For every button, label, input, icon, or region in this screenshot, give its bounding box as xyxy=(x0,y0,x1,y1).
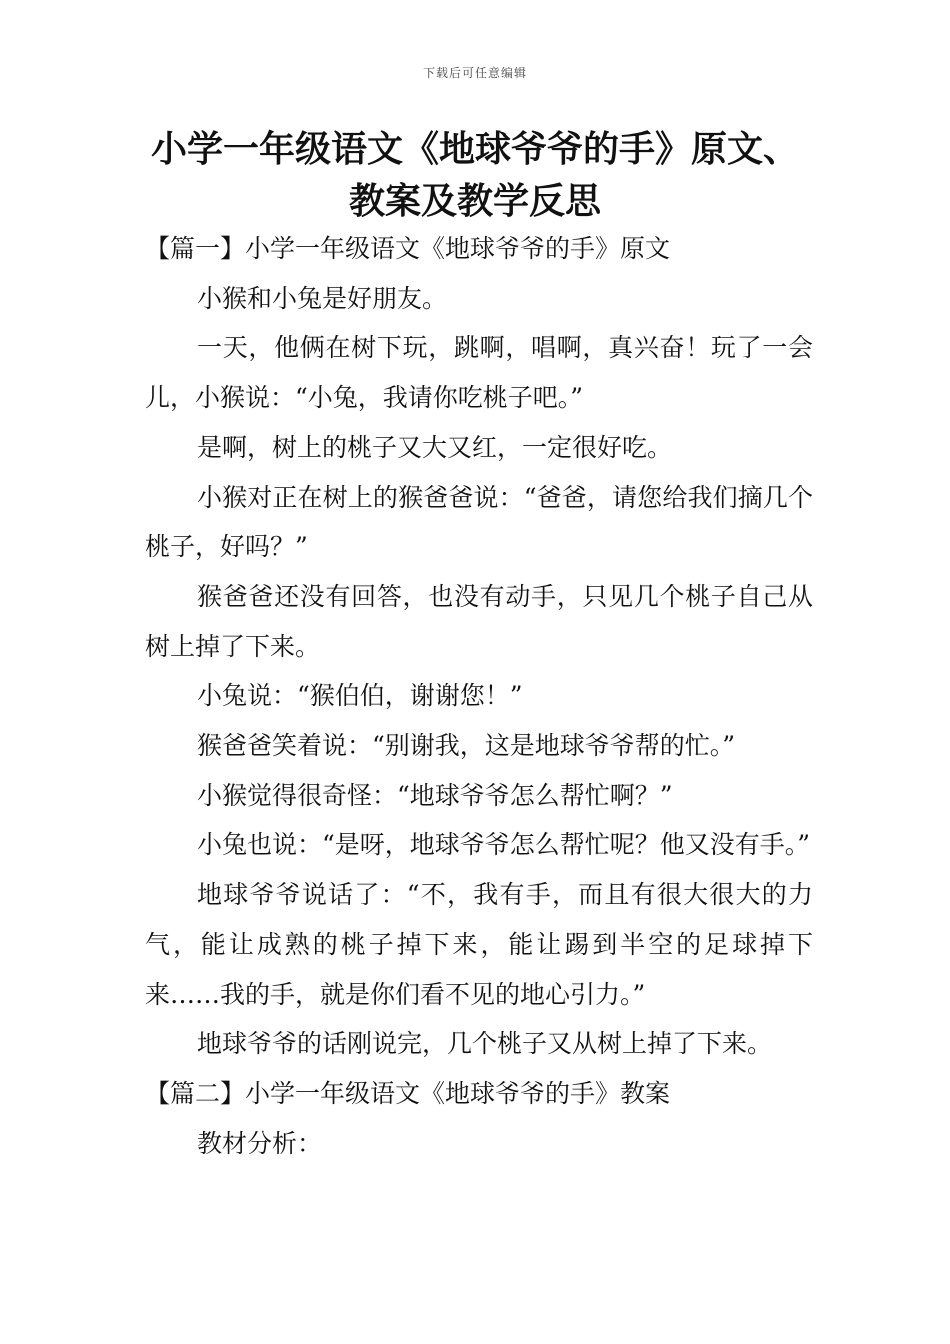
paragraph: 地球爷爷的话刚说完，几个桃子又从树上掉了下来。 xyxy=(197,1029,773,1059)
title-line-2: 教案及教学反思 xyxy=(348,181,601,222)
section-heading-1: 【篇一】小学一年级语文《地球爷爷的手》原文 xyxy=(145,234,671,263)
paragraph: 小猴和小兔是好朋友。 xyxy=(197,283,448,313)
paragraph: 小猴觉得很奇怪：“地球爷爷怎么帮忙啊？” xyxy=(197,780,673,810)
paragraph: 猴爸爸笑着说：“别谢我，这是地球爷爷帮的忙。” xyxy=(197,731,736,761)
paragraph: 教材分析： xyxy=(197,1128,323,1158)
paragraph: 小猴对正在树上的猴爸爸说：“爸爸，请您给我们摘几个桃子，好吗？” xyxy=(145,482,813,562)
paragraph: 地球爷爷说话了：“不，我有手，而且有很大很大的力气，能让成熟的桃子掉下来，能让踢到半空的足球掉下来……我的手，就是你们看不见的地心引力。” xyxy=(145,880,813,1009)
page-title xyxy=(140,124,810,228)
title-line-1: 小学一年级语文《地球爷爷的手》原文、 xyxy=(150,129,799,170)
paragraph: 是啊，树上的桃子又大又红，一定很好吃。 xyxy=(197,432,673,462)
header-note: 下载后可任意编辑 xyxy=(422,66,527,80)
paragraph: 一天，他俩在树下玩，跳啊，唱啊，真兴奋！玩了一会儿，小猴说：“小兔，我请你吃桃子吧。” xyxy=(145,333,813,413)
paragraph: 小兔也说：“是呀，地球爷爷怎么帮忙呢？他又没有手。” xyxy=(197,830,811,860)
paragraph: 小兔说：“猴伯伯，谢谢您！” xyxy=(197,681,523,711)
paragraph: 猴爸爸还没有回答，也没有动手，只见几个桃子自己从树上掉了下来。 xyxy=(145,581,813,661)
document-body xyxy=(145,224,813,1168)
section-heading-2: 【篇二】小学一年级语文《地球爷爷的手》教案 xyxy=(145,1078,671,1108)
